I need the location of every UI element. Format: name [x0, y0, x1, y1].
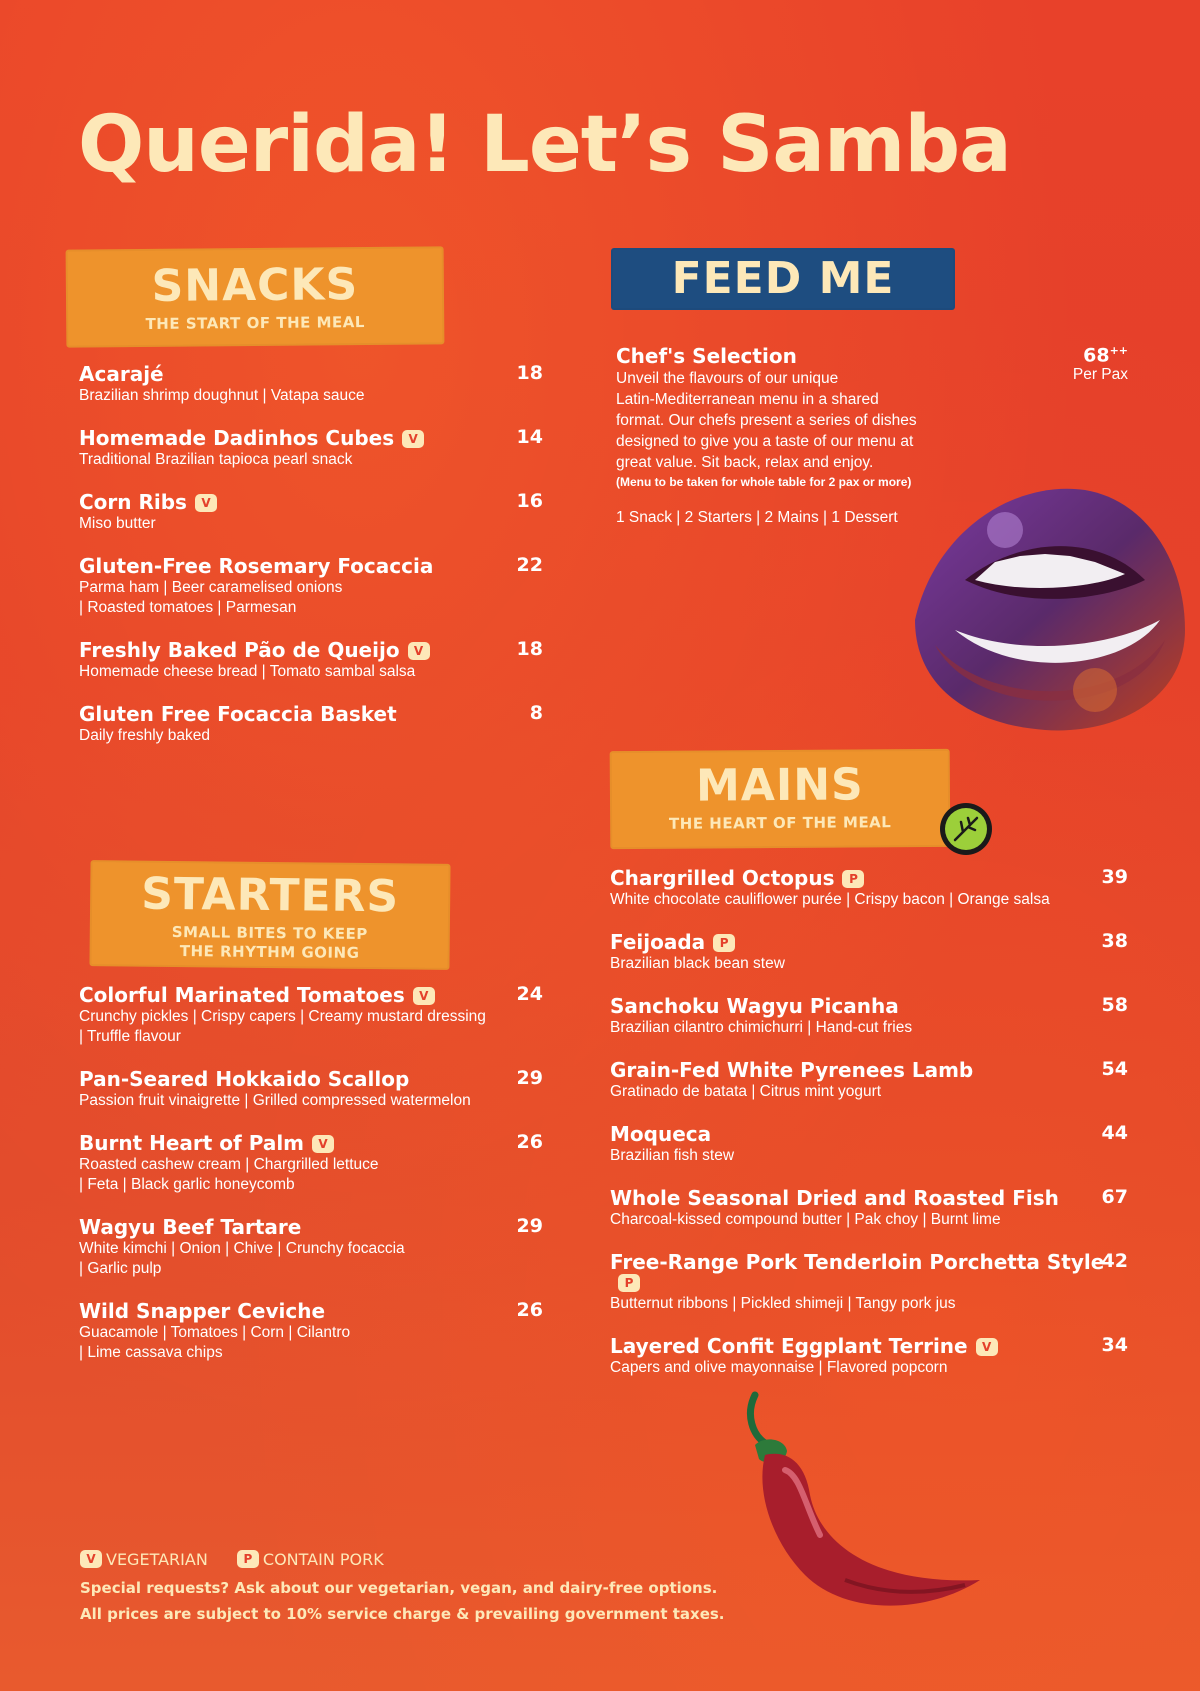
menu-item-price: 42: [1101, 1250, 1128, 1272]
starters-heading: STARTERS: [140, 868, 400, 923]
menu-item-name: Sanchoku Wagyu Picanha: [610, 994, 899, 1018]
menu-item-price: 8: [529, 702, 543, 724]
menu-item-description: Roasted cashew cream | Chargrilled lettuce | Feta | Black garlic honeycomb: [79, 1156, 379, 1193]
menu-item-description: Charcoal-kissed compound butter | Pak choy | Burnt lime: [610, 1211, 1001, 1228]
menu-item-name: Wagyu Beef Tartare: [79, 1215, 302, 1239]
menu-item-price: 26: [516, 1299, 543, 1321]
menu-item-name: Whole Seasonal Dried and Roasted Fish: [610, 1186, 1059, 1210]
menu-item-name: Chargrilled Octopus: [610, 866, 835, 890]
legend-pork: [237, 1550, 384, 1569]
vegetarian-badge: V: [80, 1550, 102, 1568]
menu-item-price: 18: [516, 362, 543, 384]
menu-item-description: Daily freshly baked: [79, 727, 210, 744]
menu-item-price: 67: [1101, 1186, 1128, 1208]
vegetarian-badge: V: [413, 987, 435, 1005]
chef-selection-name: Chef's Selection: [616, 344, 797, 368]
menu-item-description: Gratinado de batata | Citrus mint yogurt: [610, 1083, 882, 1100]
pork-badge: P: [713, 934, 735, 952]
menu-item: [610, 1186, 1128, 1230]
legend-pork-label: CONTAIN PORK: [262, 1550, 384, 1569]
mains-list: [610, 866, 1128, 1398]
special-requests-note: Special requests? Ask about our vegetarian, vegan, and dairy-free options.: [80, 1579, 718, 1597]
menu-item-description: Parma ham | Beer caramelised onions | Roasted tomatoes | Parmesan: [79, 579, 343, 616]
chili-pepper-illustration: [725, 1385, 995, 1625]
vegetarian-badge: V: [312, 1135, 334, 1153]
menu-item: [610, 866, 1128, 910]
leaf-icon: [935, 798, 997, 860]
menu-item-description: Brazilian black bean stew: [610, 955, 785, 972]
menu-item: [79, 638, 543, 682]
chef-selection-desc: Unveil the flavours of our unique Latin-Mediterranean menu in a shared format. Our chefs present a series of dishes designed to give you a taste of our menu at great value. Sit back, relax and enjoy.: [616, 370, 917, 471]
menu-item-price: 16: [516, 490, 543, 512]
menu-item-name: Free-Range Pork Tenderloin Porchetta Style: [610, 1250, 1105, 1274]
chef-selection-courses: 1 Snack | 2 Starters | 2 Mains | 1 Dessert: [616, 509, 898, 526]
menu-item-name: Layered Confit Eggplant Terrine: [610, 1334, 968, 1358]
mains-heading: MAINS: [695, 759, 864, 812]
starters-banner: [89, 860, 450, 970]
menu-item-name: Corn Ribs: [79, 490, 187, 514]
menu-item-description: Butternut ribbons | Pickled shimeji | Tangy pork jus: [610, 1295, 956, 1312]
snacks-subheading: THE START OF THE MEAL: [145, 313, 365, 333]
legend: [80, 1550, 725, 1569]
mains-subheading: THE HEART OF THE MEAL: [668, 813, 892, 833]
snacks-heading: SNACKS: [151, 259, 359, 312]
menu-item: [610, 1122, 1128, 1166]
starters-subheading-1: SMALL BITES TO KEEP: [171, 922, 368, 944]
footer-notes: [80, 1575, 725, 1627]
menu-item-description: Brazilian shrimp doughnut | Vatapa sauce: [79, 387, 365, 404]
menu-item-name: Burnt Heart of Palm: [79, 1131, 305, 1155]
menu-item-price: 18: [516, 638, 543, 660]
menu-item: [79, 362, 543, 406]
menu-item: [610, 1334, 1128, 1378]
chef-price-amount: 68: [1083, 344, 1110, 367]
menu-item-description: Capers and olive mayonnaise | Flavored popcorn: [610, 1359, 948, 1376]
menu-item-price: 44: [1101, 1122, 1128, 1144]
lips-illustration: [895, 470, 1195, 740]
menu-item: [79, 426, 543, 470]
menu-item: [79, 1215, 543, 1279]
menu-item: [79, 1067, 543, 1111]
menu-item-name: Gluten Free Focaccia Basket: [79, 702, 397, 726]
menu-item-name: Moqueca: [610, 1122, 712, 1146]
menu-item: [79, 983, 543, 1047]
menu-item: [79, 1299, 543, 1363]
menu-item: [610, 1250, 1128, 1314]
pork-badge: P: [842, 870, 864, 888]
menu-item-name: Pan-Seared Hokkaido Scallop: [79, 1067, 410, 1091]
menu-item-price: 29: [516, 1067, 543, 1089]
menu-item-price: 58: [1101, 994, 1128, 1016]
chef-price-suffix: ++: [1109, 344, 1128, 357]
vegetarian-badge: V: [408, 642, 430, 660]
menu-item-price: 22: [516, 554, 543, 576]
menu-item-price: 24: [516, 983, 543, 1005]
menu-item-description: Crunchy pickles | Crispy capers | Creamy mustard dressing | Truffle flavour: [79, 1008, 486, 1045]
legend-vegetarian-label: VEGETARIAN: [106, 1550, 208, 1569]
menu-item-name: Colorful Marinated Tomatoes: [79, 983, 405, 1007]
footer: [80, 1550, 725, 1627]
menu-item-name: Wild Snapper Ceviche: [79, 1299, 326, 1323]
menu-item-name: Acarajé: [79, 362, 164, 386]
menu-item-price: 54: [1101, 1058, 1128, 1080]
menu-item-description: White kimchi | Onion | Chive | Crunchy focaccia | Garlic pulp: [79, 1240, 405, 1277]
menu-item-name: Feijoada: [610, 930, 706, 954]
menu-item-description: Brazilian fish stew: [610, 1147, 735, 1164]
feed-me-banner: [611, 248, 955, 310]
menu-item-description: Miso butter: [79, 515, 156, 532]
vegetarian-badge: V: [195, 494, 217, 512]
menu-item-description: Brazilian cilantro chimichurri | Hand-cut fries: [610, 1019, 913, 1036]
menu-item: [79, 554, 543, 618]
menu-item-name: Freshly Baked Pão de Queijo: [79, 638, 400, 662]
menu-item-price: 38: [1101, 930, 1128, 952]
menu-item: [610, 930, 1128, 974]
menu-item: [79, 490, 543, 534]
menu-item-description: Passion fruit vinaigrette | Grilled compressed watermelon: [79, 1092, 471, 1109]
menu-item-price: 26: [516, 1131, 543, 1153]
service-charge-note: All prices are subject to 10% service charge & prevailing government taxes.: [80, 1605, 725, 1623]
menu-item-description: Guacamole | Tomatoes | Corn | Cilantro | Lime cassava chips: [79, 1324, 351, 1361]
menu-item-price: 39: [1101, 866, 1128, 888]
vegetarian-badge: V: [976, 1338, 998, 1356]
menu-item-price: 14: [516, 426, 543, 448]
chef-price-per: Per Pax: [1072, 366, 1128, 384]
snacks-list: [79, 362, 543, 766]
menu-item: [79, 702, 543, 746]
feed-me-heading: FEED ME: [671, 253, 895, 304]
pork-badge: P: [618, 1274, 640, 1292]
vegetarian-badge: V: [402, 430, 424, 448]
starters-list: [79, 983, 543, 1383]
menu-item-price: 34: [1101, 1334, 1128, 1356]
menu-item-name: Homemade Dadinhos Cubes: [79, 426, 395, 450]
menu-item-description: White chocolate cauliflower purée | Crispy bacon | Orange salsa: [610, 891, 1050, 908]
menu-item-description: Traditional Brazilian tapioca pearl snack: [79, 451, 353, 468]
menu-item: [610, 1058, 1128, 1102]
menu-item-price: 29: [516, 1215, 543, 1237]
starters-subheading-2: THE RHYTHM GOING: [179, 941, 360, 962]
chef-selection-note: (Menu to be taken for whole table for 2 pax or more): [616, 475, 912, 489]
legend-vegetarian: [80, 1550, 208, 1569]
pork-badge: P: [237, 1550, 259, 1568]
page-title: Querida! Let’s Samba: [78, 100, 1011, 190]
menu-item-name: Grain-Fed White Pyrenees Lamb: [610, 1058, 974, 1082]
chef-selection-price: [1073, 344, 1128, 384]
menu-item: [79, 1131, 543, 1195]
mains-banner: [610, 749, 951, 849]
menu-item-description: Homemade cheese bread | Tomato sambal salsa: [79, 663, 416, 680]
menu-item-name: Gluten-Free Rosemary Focaccia: [79, 554, 434, 578]
menu-item: [610, 994, 1128, 1038]
snacks-banner: [66, 246, 445, 347]
